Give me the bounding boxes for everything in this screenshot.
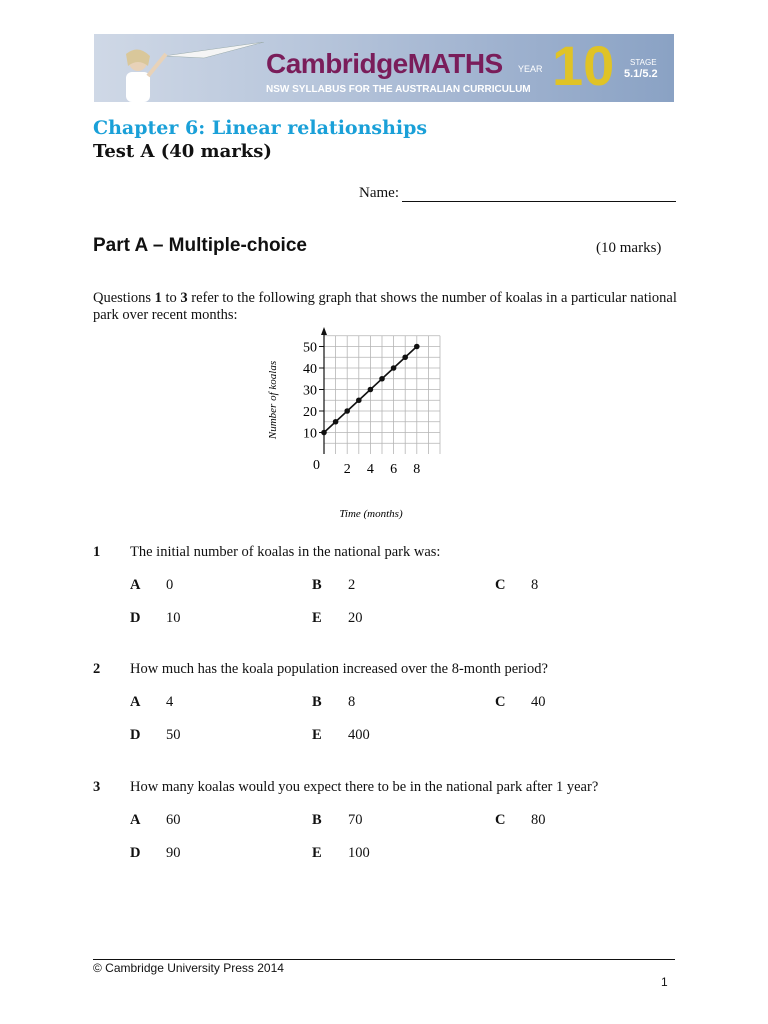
year-number: 10 xyxy=(552,34,615,97)
y-axis-arrow-icon xyxy=(321,327,327,335)
data-point xyxy=(333,419,339,425)
section-title: Part A – Multiple-choice xyxy=(93,235,307,256)
intro-q-end: 3 xyxy=(180,290,188,306)
header-banner xyxy=(94,34,674,102)
brand-logo xyxy=(266,48,503,80)
intro-text: Questions 1 to 3 refer to the following graph that shows the number of koalas in a particular national park over recent months: xyxy=(93,290,677,323)
question-number: 1 xyxy=(93,544,101,560)
data-point xyxy=(379,376,385,382)
x-tick-label: 2 xyxy=(343,462,351,477)
option-letter[interactable]: B xyxy=(312,694,322,710)
name-field[interactable] xyxy=(359,185,676,202)
option-letter[interactable]: B xyxy=(312,812,322,828)
question-text: How many koalas would you expect there to be in the national park after 1 year? xyxy=(130,779,599,795)
x-tick-label: 6 xyxy=(390,462,398,477)
option-value[interactable]: 60 xyxy=(166,812,181,828)
option-letter[interactable]: E xyxy=(312,727,322,743)
footer-divider xyxy=(93,959,675,960)
footer-copyright: © Cambridge University Press 2014 xyxy=(93,961,284,975)
option-letter[interactable]: C xyxy=(495,577,506,593)
option-value[interactable]: 8 xyxy=(531,577,539,593)
x-tick-label: 4 xyxy=(366,462,374,477)
chapter-title: Chapter 6: Linear relationships xyxy=(93,117,428,139)
stage-label: STAGE xyxy=(630,58,657,67)
banner-subtitle: NSW SYLLABUS FOR THE AUSTRALIAN CURRICULUM xyxy=(266,84,531,95)
y-tick-label: 20 xyxy=(303,405,317,420)
option-value[interactable]: 400 xyxy=(348,727,370,743)
option-letter[interactable]: B xyxy=(312,577,322,593)
option-letter[interactable]: E xyxy=(312,610,322,626)
data-point xyxy=(368,387,374,393)
option-letter[interactable]: A xyxy=(130,577,141,593)
option-value[interactable]: 8 xyxy=(348,694,356,710)
option-value[interactable]: 4 xyxy=(166,694,174,710)
option-value[interactable]: 10 xyxy=(166,610,181,626)
data-point xyxy=(344,408,350,414)
y-tick-label: 40 xyxy=(303,362,317,377)
intro-q-start: 1 xyxy=(154,290,162,306)
x-axis-label: Time (months) xyxy=(339,508,403,520)
option-value[interactable]: 20 xyxy=(348,610,363,626)
question-number: 3 xyxy=(93,779,101,795)
page-number: 1 xyxy=(661,975,668,989)
test-title: Test A (40 marks) xyxy=(93,141,272,162)
option-value[interactable]: 90 xyxy=(166,845,181,861)
question-number: 2 xyxy=(93,661,101,677)
option-letter[interactable]: C xyxy=(495,694,506,710)
option-letter[interactable]: D xyxy=(130,610,141,626)
data-point xyxy=(391,365,397,371)
y-tick-label: 10 xyxy=(303,426,317,442)
y-axis-label: Number of koalas xyxy=(267,360,279,440)
x-tick-label: 8 xyxy=(413,462,421,477)
brand-maths: MATHS xyxy=(407,48,503,79)
option-value[interactable]: 2 xyxy=(348,577,356,593)
data-point xyxy=(356,397,362,403)
paper-plane-icon xyxy=(164,42,264,60)
option-value[interactable]: 70 xyxy=(348,812,363,828)
data-point xyxy=(321,430,327,436)
origin-label: 0 xyxy=(313,458,320,473)
option-value[interactable]: 50 xyxy=(166,727,181,743)
y-tick-label: 30 xyxy=(303,383,317,399)
brand-cambridge: Cambridge xyxy=(266,48,408,79)
option-letter[interactable]: A xyxy=(130,812,141,828)
option-letter[interactable]: C xyxy=(495,812,506,828)
option-value[interactable]: 100 xyxy=(348,845,370,861)
stage-value: 5.1/5.2 xyxy=(624,68,658,80)
option-letter[interactable]: E xyxy=(312,845,322,861)
option-value[interactable]: 40 xyxy=(531,694,546,710)
option-letter[interactable]: D xyxy=(130,845,141,861)
year-label: YEAR xyxy=(518,64,543,74)
question-text: How much has the koala population increased over the 8-month period? xyxy=(130,661,548,677)
data-point xyxy=(402,354,408,360)
data-point xyxy=(414,344,420,350)
section-marks: (10 marks) xyxy=(596,240,662,256)
option-value[interactable]: 80 xyxy=(531,812,546,828)
question-text: The initial number of koalas in the national park was: xyxy=(130,544,441,560)
name-line[interactable] xyxy=(402,187,676,202)
option-value[interactable]: 0 xyxy=(166,577,174,593)
option-letter[interactable]: A xyxy=(130,694,141,710)
koala-line-chart xyxy=(262,314,452,526)
person-illustration-icon xyxy=(108,48,168,102)
name-label: Name: xyxy=(359,185,399,201)
option-letter[interactable]: D xyxy=(130,727,141,743)
y-tick-label: 50 xyxy=(303,340,317,356)
